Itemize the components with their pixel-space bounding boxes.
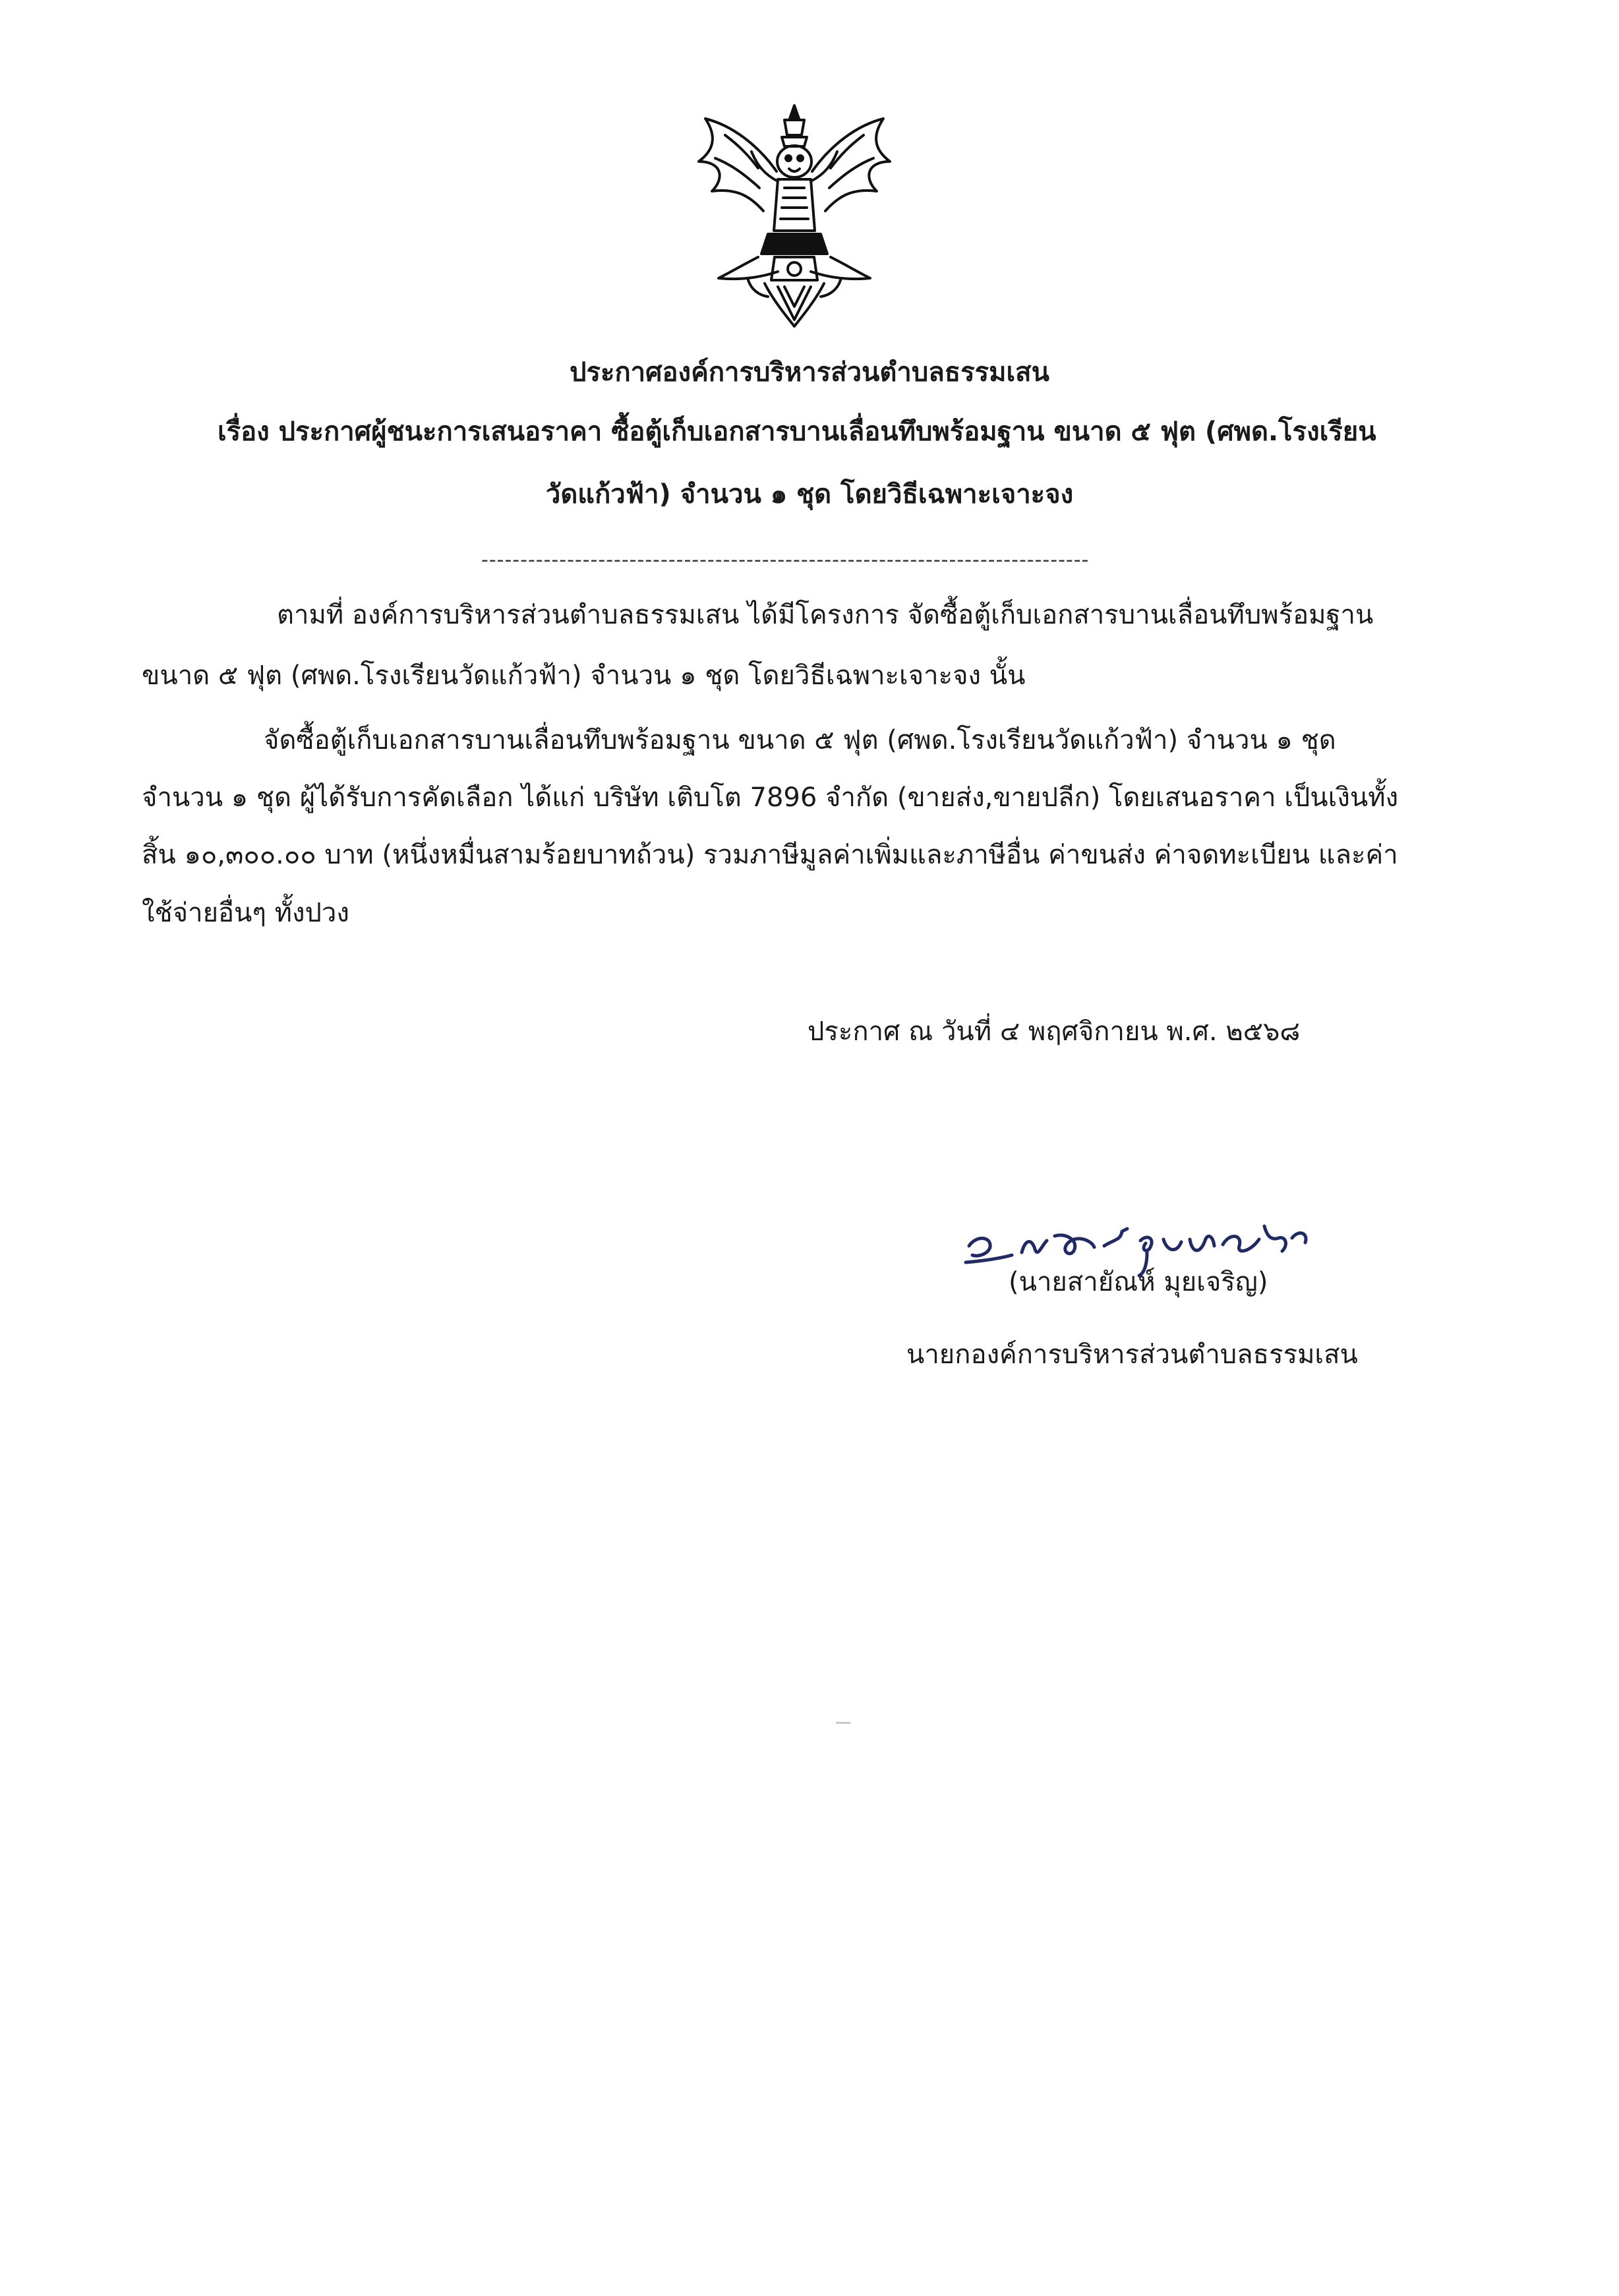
paragraph-2-line: ใช้จ่ายอื่นๆ ทั้งปวง (142, 898, 349, 928)
garuda-emblem-icon (686, 99, 903, 336)
signer-position: นายกองค์การบริหารส่วนตำบลธรรมเสน (906, 1339, 1358, 1370)
paragraph-1-line: ขนาด ๕ ฟุต (ศพด.โรงเรียนวัดแก้วฟ้า) จำนวน ๑ ชุด โดยวิธีเฉพาะเจาะจง นั้น (142, 661, 1026, 691)
paragraph-2-line: สิ้น ๑๐,๓๐๐.๐๐ บาท (หนึ่งหมื่นสามร้อยบาทถ้วน) รวมภาษีมูลค่าเพิ่มและภาษีอื่น ค่าขนส่ง ค่าจดทะเบียน และค่า (142, 840, 1398, 870)
separator-line: ------------------------------------------------------------------------------ (481, 548, 1090, 572)
subject-line-continued: วัดแก้วฟ้า) จำนวน ๑ ชุด โดยวิธีเฉพาะเจาะจง (545, 479, 1074, 510)
announcement-title: ประกาศองค์การบริหารส่วนตำบลธรรมเสน (570, 357, 1049, 388)
paragraph-1-line: ตามที่ องค์การบริหารส่วนตำบลธรรมเสน ได้มีโครงการ จัดซื้อตู้เก็บเอกสารบานเลื่อนทึบพร้อมฐาน (277, 600, 1374, 630)
paragraph-2-line: จำนวน ๑ ชุด ผู้ได้รับการคัดเลือก ได้แก่ บริษัท เติบโต 7896 จำกัด (ขายส่ง,ขายปลีก) โดยเสนอราคา เป็นเงินทั้ง (142, 782, 1399, 813)
paragraph-2-line: จัดซื้อตู้เก็บเอกสารบานเลื่อนทึบพร้อมฐาน ขนาด ๕ ฟุต (ศพด.โรงเรียนวัดแก้วฟ้า) จำนวน ๑ ชุด (264, 725, 1336, 755)
announcement-date: ประกาศ ณ วันที่ ๔ พฤศจิกายน พ.ศ. ๒๕๖๘ (808, 1016, 1301, 1047)
subject-line: เรื่อง ประกาศผู้ชนะการเสนอราคา ซื้อตู้เก็บเอกสารบานเลื่อนทึบพร้อมฐาน ขนาด ๕ ฟุต (ศพด.โรงเรียน (218, 417, 1376, 447)
scan-speck (836, 1722, 850, 1724)
signer-name: (นายสายัณห์ มุยเจริญ) (1009, 1267, 1268, 1297)
